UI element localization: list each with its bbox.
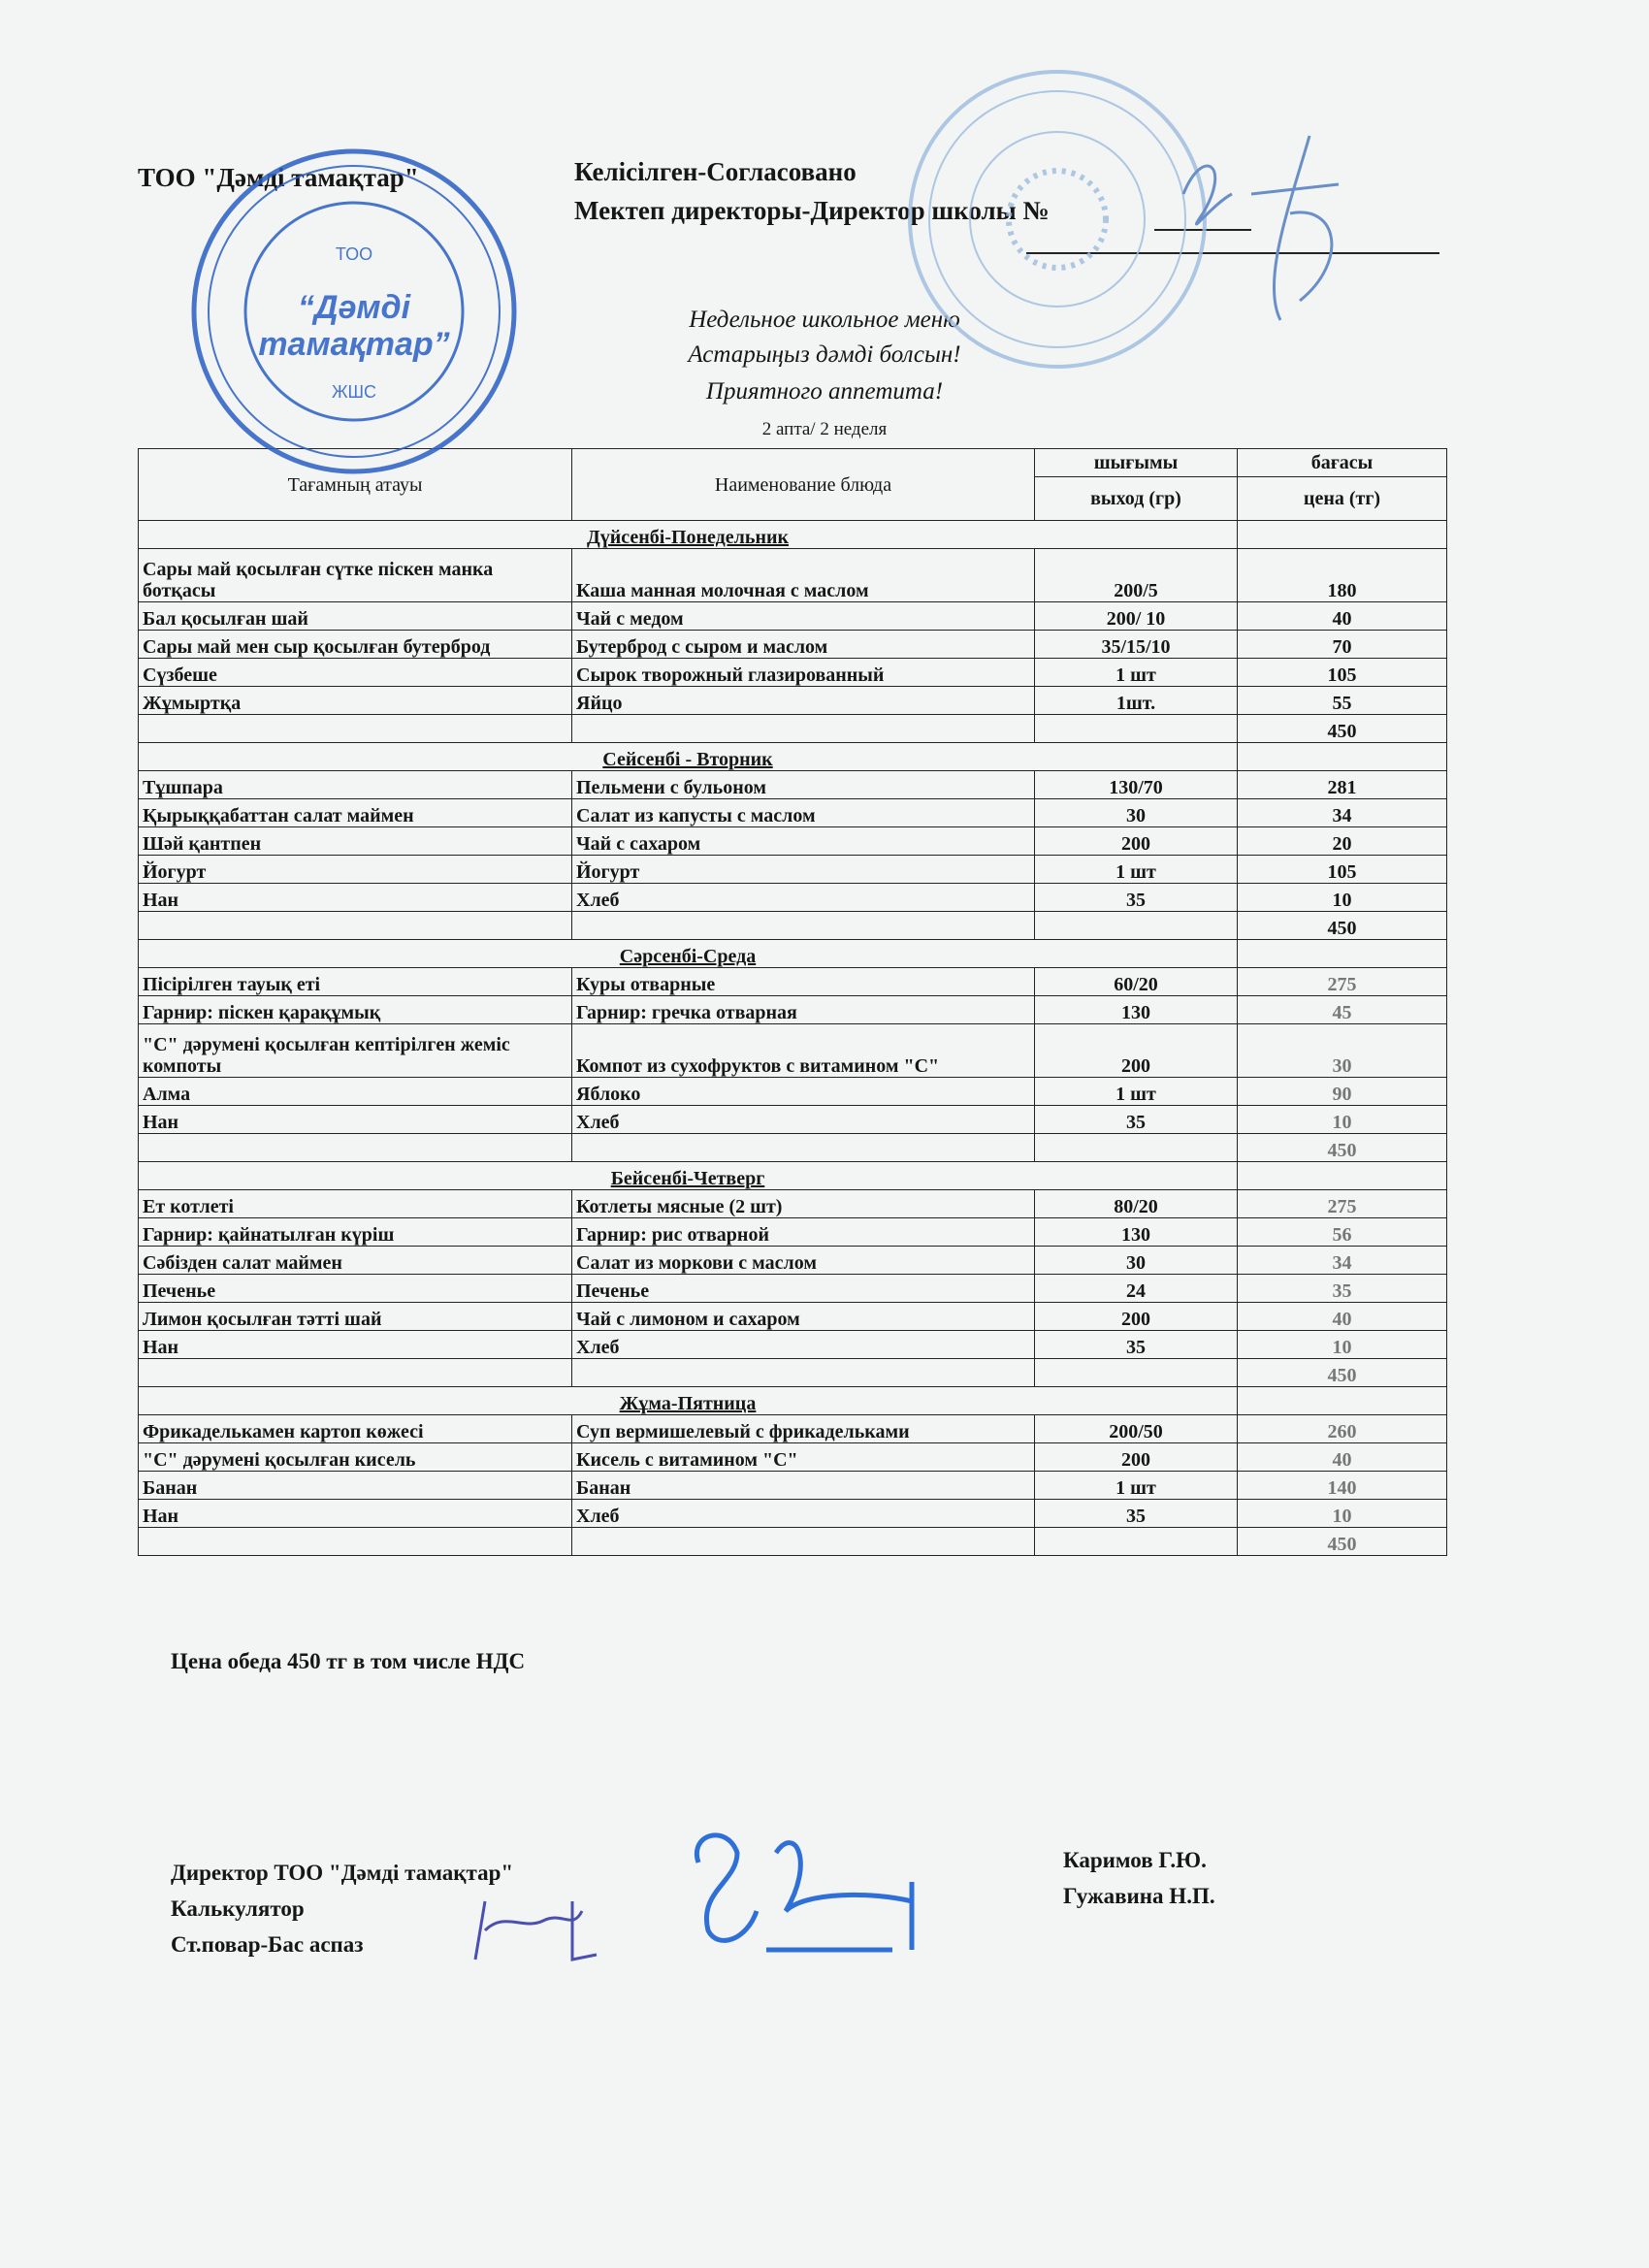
header-name-ru: Наименование блюда — [572, 449, 1035, 521]
dish-name-kz: Лимон қосылған тәтті шай — [139, 1303, 572, 1331]
dish-output: 200 — [1035, 1024, 1238, 1078]
day-name-cell — [139, 1162, 1238, 1190]
name-calculator: Гужавина Н.П. — [1063, 1884, 1215, 1908]
dish-output: 1шт. — [1035, 687, 1238, 715]
table-row — [139, 884, 1447, 912]
dish-name-ru: Каша манная молочная с маслом — [572, 549, 1035, 602]
dish-output: 200 — [1035, 1443, 1238, 1472]
day-total: 450 — [1238, 1134, 1447, 1162]
day-row — [139, 743, 1447, 771]
day-name: Дүйсенбі-Понедельник — [586, 527, 790, 548]
table-row — [139, 799, 1447, 827]
dish-name-kz: Қырыққабаттан салат маймен — [139, 799, 572, 827]
dish-output: 130 — [1035, 1218, 1238, 1247]
table-row — [139, 996, 1447, 1024]
day-name-cell — [139, 1387, 1238, 1415]
table-row — [139, 1331, 1447, 1359]
dish-price: 140 — [1238, 1472, 1447, 1500]
menu-title: Недельное школьное меню — [689, 307, 960, 333]
dish-price: 105 — [1238, 659, 1447, 687]
dish-name-kz: Банан — [139, 1472, 572, 1500]
dish-name-ru: Яйцо — [572, 687, 1035, 715]
dish-name-ru: Банан — [572, 1472, 1035, 1500]
role-calculator: Калькулятор — [171, 1896, 305, 1921]
day-name-cell — [139, 940, 1238, 968]
empty-cell — [1238, 940, 1447, 968]
day-name-cell — [139, 521, 1238, 549]
table-row — [139, 602, 1447, 631]
role-director: Директор ТОО "Дәмді тамақтар" — [171, 1861, 514, 1885]
dish-name-ru: Котлеты мясные (2 шт) — [572, 1190, 1035, 1218]
dish-price: 70 — [1238, 631, 1447, 659]
dish-output: 35 — [1035, 884, 1238, 912]
day-name: Сейсенбі - Вторник — [602, 749, 773, 770]
day-name: Жұма-Пятница — [619, 1393, 757, 1414]
dish-output: 200/5 — [1035, 549, 1238, 602]
table-row — [139, 1443, 1447, 1472]
table-row — [139, 1303, 1447, 1331]
table-row — [139, 687, 1447, 715]
dish-output: 200/50 — [1035, 1415, 1238, 1443]
table-row — [139, 1472, 1447, 1500]
dish-name-ru: Йогурт — [572, 856, 1035, 884]
dish-price: 10 — [1238, 1331, 1447, 1359]
wish-kz: Астарыңыз дәмді болсын! — [688, 341, 961, 368]
empty-cell — [1035, 1528, 1238, 1556]
dish-price: 34 — [1238, 1247, 1447, 1275]
header-price-ru: цена (тг) — [1238, 477, 1447, 521]
dish-output: 35 — [1035, 1331, 1238, 1359]
dish-name-ru: Салат из капусты с маслом — [572, 799, 1035, 827]
dish-name-ru: Куры отварные — [572, 968, 1035, 996]
header-name-kz: Тағамның атауы — [139, 449, 572, 521]
agreed-label: Келісілген-Согласовано — [574, 157, 857, 186]
dish-price: 10 — [1238, 1500, 1447, 1528]
dish-name-kz: Нан — [139, 1106, 572, 1134]
dish-name-ru: Хлеб — [572, 1331, 1035, 1359]
empty-cell — [139, 1134, 572, 1162]
table-row — [139, 1500, 1447, 1528]
dish-output: 35 — [1035, 1106, 1238, 1134]
dish-name-kz: Сүзбеше — [139, 659, 572, 687]
dish-name-kz: Нан — [139, 884, 572, 912]
dish-name-kz: Жұмыртқа — [139, 687, 572, 715]
empty-cell — [139, 912, 572, 940]
day-row — [139, 1162, 1447, 1190]
name-director: Каримов Г.Ю. — [1063, 1848, 1207, 1872]
table-row — [139, 827, 1447, 856]
dish-price: 40 — [1238, 1443, 1447, 1472]
dish-name-kz: Пісірілген тауық еті — [139, 968, 572, 996]
empty-cell — [572, 912, 1035, 940]
empty-cell — [139, 1359, 572, 1387]
dish-price: 275 — [1238, 968, 1447, 996]
dish-price: 35 — [1238, 1275, 1447, 1303]
table-row — [139, 1078, 1447, 1106]
dish-price: 30 — [1238, 1024, 1447, 1078]
day-total: 450 — [1238, 912, 1447, 940]
svg-text:ТОО: ТОО — [335, 244, 373, 264]
day-row — [139, 521, 1447, 549]
day-total: 450 — [1238, 715, 1447, 743]
day-total-row — [139, 1134, 1447, 1162]
director-signature — [1145, 126, 1397, 340]
dish-output: 200/ 10 — [1035, 602, 1238, 631]
dish-name-ru: Компот из сухофруктов с витамином "С" — [572, 1024, 1035, 1078]
dish-output: 80/20 — [1035, 1190, 1238, 1218]
day-name-cell — [139, 743, 1238, 771]
empty-cell — [572, 715, 1035, 743]
dish-name-kz: Гарнир: қайнатылған күріш — [139, 1218, 572, 1247]
dish-output: 200 — [1035, 1303, 1238, 1331]
dish-output: 200 — [1035, 827, 1238, 856]
dish-name-ru: Чай с медом — [572, 602, 1035, 631]
dish-name-kz: Сары май қосылған сүтке піскен манка ботқасы — [139, 549, 572, 602]
table-row — [139, 1247, 1447, 1275]
dish-name-ru: Хлеб — [572, 1500, 1035, 1528]
day-name: Сәрсенбі-Среда — [619, 946, 757, 967]
dish-price: 10 — [1238, 884, 1447, 912]
dish-output: 1 шт — [1035, 659, 1238, 687]
dish-name-kz: Ет котлеті — [139, 1190, 572, 1218]
day-total: 450 — [1238, 1528, 1447, 1556]
day-row — [139, 940, 1447, 968]
dish-price: 10 — [1238, 1106, 1447, 1134]
svg-text:ЖШС: ЖШС — [331, 382, 377, 402]
table-row — [139, 631, 1447, 659]
table-row — [139, 1190, 1447, 1218]
dish-name-ru: Кисель с витамином "С" — [572, 1443, 1035, 1472]
day-total-row — [139, 1359, 1447, 1387]
week-label: 2 апта/ 2 неделя — [761, 419, 888, 439]
day-total: 450 — [1238, 1359, 1447, 1387]
dish-price: 90 — [1238, 1078, 1447, 1106]
empty-cell — [1035, 912, 1238, 940]
dish-output: 1 шт — [1035, 1078, 1238, 1106]
dish-price: 45 — [1238, 996, 1447, 1024]
company-stamp — [186, 144, 522, 479]
svg-text:“Дәмді: “Дәмді — [297, 289, 411, 326]
dish-name-ru: Сырок творожный глазированный — [572, 659, 1035, 687]
dish-name-kz: "С" дәрумені қосылған кисель — [139, 1443, 572, 1472]
dish-price: 55 — [1238, 687, 1447, 715]
svg-text:тамақтар”: тамақтар” — [258, 326, 450, 363]
dish-price: 20 — [1238, 827, 1447, 856]
company-name: ТОО "Дәмді тамақтар" — [138, 163, 419, 192]
header-price-kz: бағасы — [1238, 449, 1447, 477]
dish-price: 40 — [1238, 602, 1447, 631]
day-total-row — [139, 912, 1447, 940]
table-row — [139, 968, 1447, 996]
day-row — [139, 1387, 1447, 1415]
empty-cell — [139, 1528, 572, 1556]
dish-price: 34 — [1238, 799, 1447, 827]
dish-name-kz: Сары май мен сыр қосылған бутерброд — [139, 631, 572, 659]
dish-output: 30 — [1035, 799, 1238, 827]
table-row — [139, 659, 1447, 687]
table-row — [139, 1415, 1447, 1443]
dish-price: 40 — [1238, 1303, 1447, 1331]
dish-name-kz: Йогурт — [139, 856, 572, 884]
table-row — [139, 856, 1447, 884]
dish-name-ru: Гарнир: рис отварной — [572, 1218, 1035, 1247]
table-row — [139, 1275, 1447, 1303]
dish-output: 35 — [1035, 1500, 1238, 1528]
dish-name-ru: Печенье — [572, 1275, 1035, 1303]
dish-name-ru: Пельмени с бульоном — [572, 771, 1035, 799]
dish-name-kz: Гарнир: піскен қарақұмық — [139, 996, 572, 1024]
dish-name-kz: Сәбізден салат маймен — [139, 1247, 572, 1275]
dish-name-kz: Фрикаделькамен картоп көжесі — [139, 1415, 572, 1443]
dish-name-ru: Чай с сахаром — [572, 827, 1035, 856]
empty-cell — [1238, 1162, 1447, 1190]
day-total-row — [139, 1528, 1447, 1556]
table-row — [139, 1106, 1447, 1134]
dish-name-ru: Суп вермишелевый с фрикадельками — [572, 1415, 1035, 1443]
empty-cell — [1035, 715, 1238, 743]
empty-cell — [1238, 743, 1447, 771]
day-total-row — [139, 715, 1447, 743]
dish-name-kz: Нан — [139, 1331, 572, 1359]
empty-cell — [139, 715, 572, 743]
dish-output: 130/70 — [1035, 771, 1238, 799]
dish-output: 60/20 — [1035, 968, 1238, 996]
dish-name-kz: Тұшпара — [139, 771, 572, 799]
dish-name-ru: Гарнир: гречка отварная — [572, 996, 1035, 1024]
dish-output: 35/15/10 — [1035, 631, 1238, 659]
dish-name-ru: Салат из моркови с маслом — [572, 1247, 1035, 1275]
empty-cell — [1238, 521, 1447, 549]
dish-output: 24 — [1035, 1275, 1238, 1303]
empty-cell — [572, 1528, 1035, 1556]
empty-cell — [1035, 1359, 1238, 1387]
dish-name-ru: Хлеб — [572, 1106, 1035, 1134]
dish-price: 56 — [1238, 1218, 1447, 1247]
dish-output: 1 шт — [1035, 856, 1238, 884]
dish-name-kz: Печенье — [139, 1275, 572, 1303]
dish-name-kz: Алма — [139, 1078, 572, 1106]
role-chef: Ст.повар-Бас аспаз — [171, 1932, 364, 1957]
dish-price: 281 — [1238, 771, 1447, 799]
table-row — [139, 771, 1447, 799]
wish-ru: Приятного аппетита! — [705, 378, 944, 405]
dish-name-ru: Яблоко — [572, 1078, 1035, 1106]
price-note: Цена обеда 450 тг в том числе НДС — [171, 1649, 526, 1673]
dish-name-kz: Бал қосылған шай — [139, 602, 572, 631]
empty-cell — [572, 1134, 1035, 1162]
dish-name-ru: Хлеб — [572, 884, 1035, 912]
dish-price: 105 — [1238, 856, 1447, 884]
school-director-label: Мектеп директоры-Директор школы № — [574, 196, 1050, 225]
dish-price: 180 — [1238, 549, 1447, 602]
dish-name-kz: "С" дәрумені қосылған кептірілген жеміс компоты — [139, 1024, 572, 1078]
dish-name-kz: Нан — [139, 1500, 572, 1528]
header-output-ru: выход (гр) — [1035, 477, 1238, 521]
empty-cell — [1035, 1134, 1238, 1162]
empty-cell — [572, 1359, 1035, 1387]
dish-name-ru: Бутерброд с сыром и маслом — [572, 631, 1035, 659]
menu-table — [138, 448, 1447, 1556]
header-output-kz: шығымы — [1035, 449, 1238, 477]
dish-output: 30 — [1035, 1247, 1238, 1275]
chef-signature — [679, 1824, 931, 1960]
dish-output: 1 шт — [1035, 1472, 1238, 1500]
table-row — [139, 549, 1447, 602]
table-row — [139, 1024, 1447, 1078]
day-name: Бейсенбі-Четверг — [610, 1168, 765, 1189]
dish-name-ru: Чай с лимоном и сахаром — [572, 1303, 1035, 1331]
calculator-signature — [466, 1892, 601, 1969]
empty-cell — [1238, 1387, 1447, 1415]
dish-price: 275 — [1238, 1190, 1447, 1218]
dish-output: 130 — [1035, 996, 1238, 1024]
dish-name-kz: Шәй қантпен — [139, 827, 572, 856]
table-row — [139, 1218, 1447, 1247]
dish-price: 260 — [1238, 1415, 1447, 1443]
